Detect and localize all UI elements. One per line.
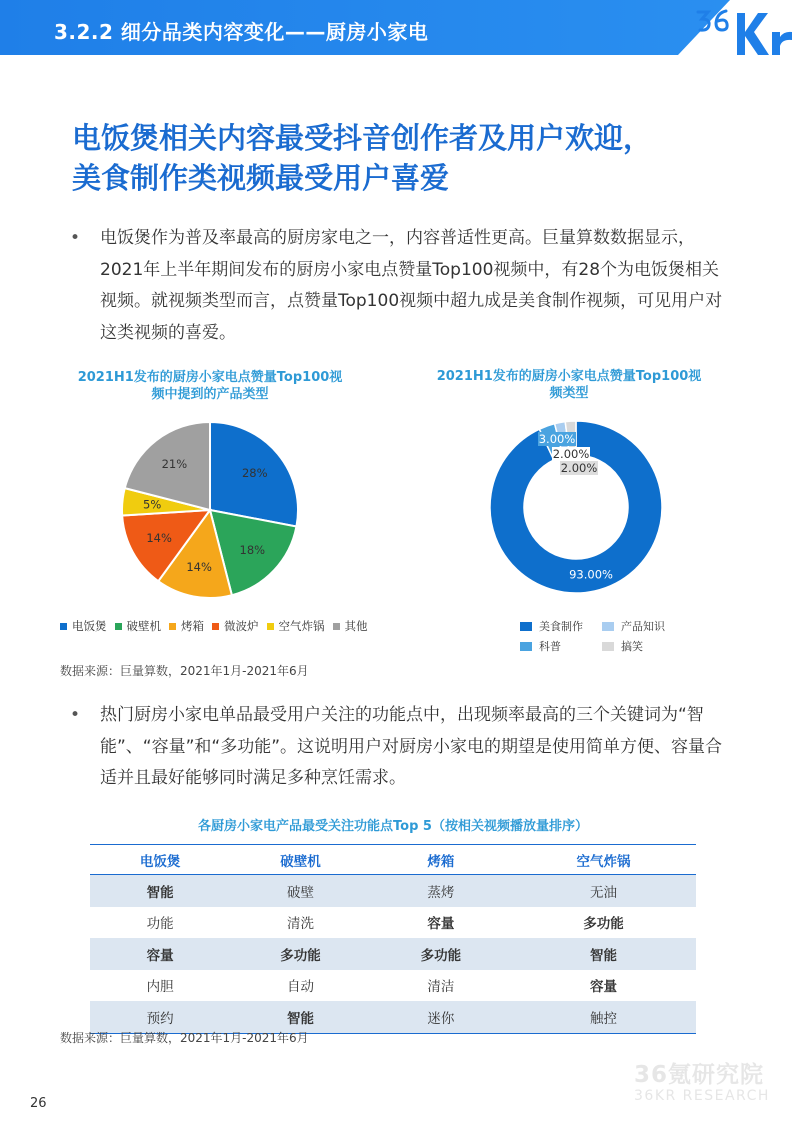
pie-data-label: 21% bbox=[161, 457, 188, 472]
pie-chart-title bbox=[58, 369, 362, 403]
donut-data-label: 2.00% bbox=[552, 447, 590, 461]
table-cell: 破壁 bbox=[230, 875, 370, 907]
legend-label: 科普 bbox=[539, 640, 561, 653]
pie-chart-legend bbox=[60, 618, 376, 634]
pie-data-label: 5% bbox=[143, 497, 162, 512]
legend-label: 搞笑 bbox=[621, 640, 643, 653]
table-row bbox=[90, 970, 696, 1002]
legend-item bbox=[267, 618, 325, 634]
table-cell: 智能 bbox=[511, 938, 696, 970]
legend-swatch bbox=[520, 642, 532, 651]
table-header-cell: 电饭煲 bbox=[90, 845, 230, 875]
legend-item bbox=[115, 618, 162, 634]
legend-label: 其他 bbox=[344, 619, 368, 633]
table-header-cell: 烤箱 bbox=[371, 845, 511, 875]
watermark-en: 36KR RESEARCH bbox=[634, 1088, 770, 1104]
table-cell: 触控 bbox=[511, 1001, 696, 1033]
legend-swatch bbox=[60, 623, 67, 630]
legend-label: 美食制作 bbox=[539, 620, 583, 633]
bullet-text: 热门厨房小家电单品最受用户关注的功能点中，出现频率最高的三个关键词为“智能”、“容量”和“多功能”。这说明用户对厨房小家电的期望是使用简单方便、容量合适并且最好能够同时满足多种烹饪需求。 bbox=[100, 705, 723, 788]
watermark-cn: 36氪研究院 bbox=[634, 1062, 765, 1088]
table-cell: 清洗 bbox=[287, 916, 315, 933]
video-type-donut-chart bbox=[486, 412, 686, 602]
table-cell: 容量 bbox=[427, 916, 455, 933]
table-row bbox=[90, 875, 696, 907]
legend-label: 产品知识 bbox=[621, 620, 665, 633]
legend-swatch bbox=[115, 623, 122, 630]
table-cell: 多功能 bbox=[230, 938, 370, 970]
36kr-logo bbox=[692, 4, 794, 55]
legend-swatch bbox=[333, 623, 340, 630]
donut-chart-legend bbox=[520, 618, 690, 658]
legend-item bbox=[602, 618, 676, 634]
pie-data-label: 14% bbox=[186, 560, 212, 575]
feature-keyword-table bbox=[90, 844, 696, 1034]
legend-item bbox=[602, 638, 676, 654]
pie-data-label: 14% bbox=[146, 530, 172, 545]
table-row bbox=[90, 907, 696, 939]
legend-label: 烤箱 bbox=[181, 619, 204, 633]
table-cell: 迷你 bbox=[371, 1001, 511, 1033]
table-cell: 多功能 bbox=[583, 916, 624, 933]
legend-swatch bbox=[520, 622, 532, 631]
legend-swatch bbox=[169, 623, 176, 630]
legend-item bbox=[212, 618, 259, 634]
legend-swatch bbox=[602, 622, 614, 631]
donut-chart-title bbox=[417, 368, 721, 402]
pie-data-label: 28% bbox=[241, 465, 268, 480]
table-header-cell: 破壁机 bbox=[230, 845, 370, 875]
legend-item bbox=[520, 638, 594, 654]
legend-label: 空气炸锅 bbox=[278, 619, 325, 633]
table-cell: 容量 bbox=[90, 938, 230, 970]
data-source-2: 数据来源：巨量算数，2021年1月-2021年6月 bbox=[60, 1031, 309, 1045]
legend-swatch bbox=[212, 623, 219, 630]
donut-data-label: 3.00% bbox=[538, 432, 576, 446]
table-header-cell: 空气炸锅 bbox=[511, 845, 696, 875]
bullet-paragraph-2 bbox=[70, 700, 730, 795]
donut-data-label: 93.00% bbox=[569, 567, 613, 582]
pie-data-label: 18% bbox=[239, 542, 266, 557]
legend-item bbox=[169, 618, 204, 634]
table-cell: 功能 bbox=[146, 916, 174, 933]
table-cell: 容量 bbox=[590, 979, 618, 996]
table-cell: 多功能 bbox=[371, 938, 511, 970]
table-cell: 自动 bbox=[287, 979, 315, 996]
pie-chart-title-line-1: 2021H1发布的厨房小家电点赞量Top100视 bbox=[77, 370, 343, 385]
section-title: 3.2.2 细分品类内容变化——厨房小家电 bbox=[54, 20, 429, 44]
donut-data-label: 2.00% bbox=[560, 461, 598, 475]
legend-label: 微波炉 bbox=[224, 619, 259, 633]
table-cell: 无油 bbox=[511, 875, 696, 907]
pie-chart-title-line-2: 频中提到的产品类型 bbox=[151, 387, 269, 402]
header-bar bbox=[0, 0, 794, 55]
bullet-paragraph-1 bbox=[70, 223, 730, 349]
product-type-pie-chart bbox=[110, 415, 310, 605]
donut-chart-title-line-2: 频类型 bbox=[549, 386, 589, 401]
legend-item bbox=[60, 618, 107, 634]
legend-swatch bbox=[602, 642, 614, 651]
legend-label: 破壁机 bbox=[126, 619, 161, 633]
table-title: 各厨房小家电产品最受关注功能点Top 5（按相关视频播放量排序） bbox=[198, 819, 588, 834]
headline-line-1: 电饭煲相关内容最受抖音创作者及用户欢迎， bbox=[72, 121, 653, 155]
data-source-1: 数据来源：巨量算数，2021年1月-2021年6月 bbox=[60, 664, 309, 678]
table-cell: 清洁 bbox=[427, 979, 455, 996]
table-cell: 预约 bbox=[90, 1001, 230, 1033]
bullet-text: 电饭煲作为普及率最高的厨房家电之一，内容普适性更高。巨量算数数据显示，2021年上半年期间发布的厨房小家电点赞量Top100视频中，有28个为电饭煲相关视频。就视频类型而言，点赞量Top100视频中超九成是美食制作视频，可见用户对这类视频的喜爱。 bbox=[100, 228, 723, 343]
table-cell: 智能 bbox=[90, 875, 230, 907]
table-header-row bbox=[90, 845, 696, 875]
legend-label: 电饭煲 bbox=[72, 619, 107, 633]
page-number: 26 bbox=[30, 1096, 47, 1111]
table-cell: 智能 bbox=[230, 1001, 370, 1033]
legend-swatch bbox=[267, 623, 274, 630]
bullet-symbol: • bbox=[70, 228, 81, 248]
bullet-symbol: • bbox=[70, 705, 81, 725]
headline bbox=[72, 118, 652, 198]
legend-item bbox=[333, 618, 368, 634]
headline-line-2: 美食制作类视频最受用户喜爱 bbox=[72, 161, 450, 195]
donut-chart-title-line-1: 2021H1发布的厨房小家电点赞量Top100视 bbox=[436, 369, 702, 384]
legend-item bbox=[520, 618, 594, 634]
table-cell: 蒸烤 bbox=[371, 875, 511, 907]
table-row bbox=[90, 938, 696, 970]
table-cell: 内胆 bbox=[146, 979, 174, 996]
